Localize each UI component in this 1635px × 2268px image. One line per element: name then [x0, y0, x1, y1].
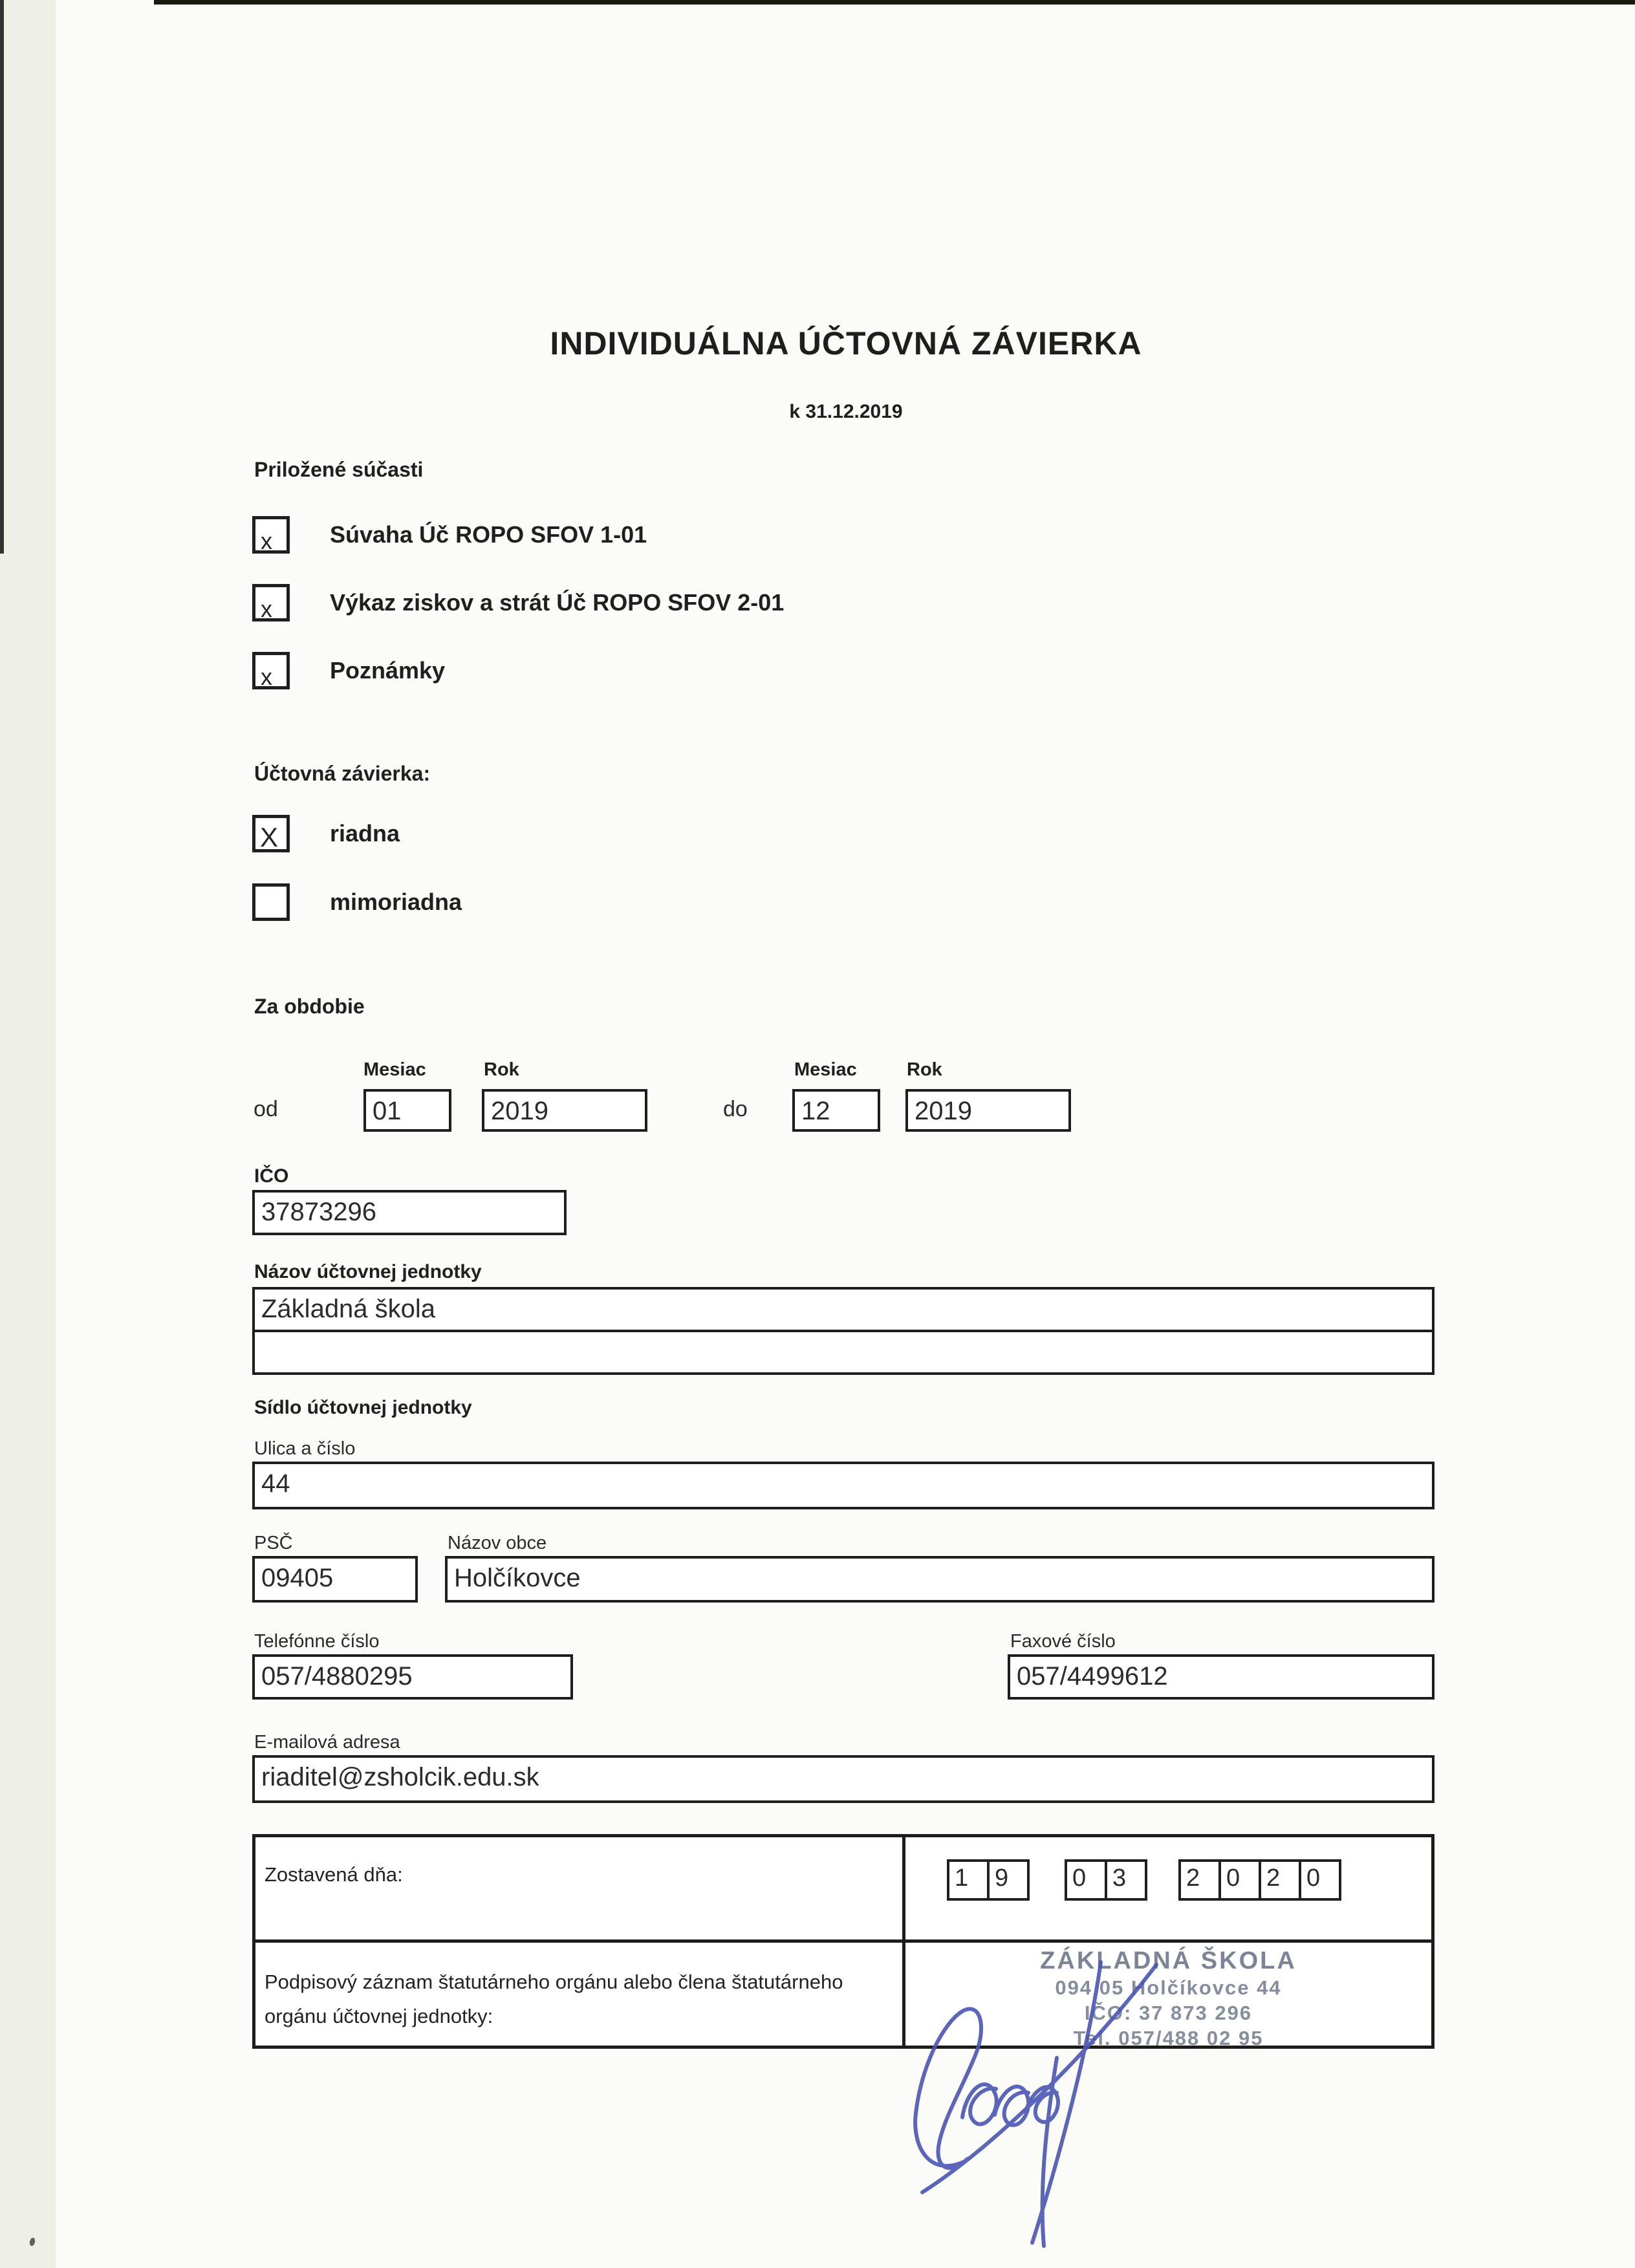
attachment-label: Výkaz ziskov a strát Úč ROPO SFOV 2-01: [330, 589, 785, 616]
street-label: Ulica a číslo: [254, 1438, 356, 1459]
checkbox-mark: x: [261, 596, 272, 622]
signature-ink: [903, 1900, 1162, 2256]
phone-value: 057/4880295: [261, 1662, 413, 1690]
zip-value: 09405: [261, 1564, 334, 1592]
email-label: E-mailová adresa: [254, 1732, 400, 1753]
email-value: riaditel@zsholcik.edu.sk: [261, 1763, 539, 1791]
date-day-group: [947, 1859, 1030, 1901]
to-month-field: [792, 1089, 880, 1132]
fax-label: Faxové číslo: [1010, 1631, 1116, 1652]
signature-table: [252, 1834, 1435, 2049]
from-month-field: [363, 1089, 451, 1132]
date-year-group: [1178, 1859, 1341, 1901]
month-label-to: Mesiac: [794, 1059, 857, 1080]
attachment-row-suvaha: [252, 516, 647, 554]
seat-heading: Sídlo účtovnej jednotky: [254, 1397, 472, 1418]
signatory-cell: [255, 1939, 902, 2046]
closing-option-label: mimoriadna: [330, 889, 462, 915]
checkbox-mark: x: [261, 664, 272, 690]
date-digit: 3: [1105, 1859, 1147, 1901]
scanner-background-strip: [0, 0, 56, 2268]
date-digit: 1: [947, 1859, 990, 1901]
town-label: Názov obce: [448, 1533, 547, 1553]
checkbox-mimoriadna: [252, 883, 290, 921]
date-digit: 0: [1299, 1859, 1341, 1901]
zip-label: PSČ: [254, 1533, 293, 1553]
attachment-row-vykaz: [252, 584, 784, 621]
attachments-heading: Priložené súčasti: [254, 458, 424, 481]
to-year-value: 2019: [915, 1097, 972, 1125]
form-subtitle: k 31.12.2019: [789, 401, 903, 422]
phone-label: Telefónne číslo: [254, 1631, 380, 1652]
email-field: [252, 1755, 1435, 1803]
zip-field: [252, 1556, 418, 1603]
date-digit: 2: [1259, 1859, 1301, 1901]
entity-name-line1: [255, 1290, 1432, 1332]
attachment-row-poznamky: [252, 652, 445, 689]
closing-row-mimoriadna: [252, 883, 462, 921]
closing-option-label: riadna: [330, 820, 400, 847]
stamp-line-2: 094 05 Holčíkovce 44: [1055, 1976, 1282, 1999]
entity-name-field: [252, 1287, 1435, 1375]
stamp-line-1: ZÁKLADNÁ ŠKOLA: [1040, 1947, 1297, 1974]
ico-value: 37873296: [261, 1198, 376, 1226]
stamp-line-4: Tel. 057/488 02 95: [1073, 2027, 1264, 2049]
compiled-date-cell: [255, 1837, 902, 1939]
from-year-field: [482, 1089, 647, 1132]
ico-field: [252, 1190, 567, 1235]
fax-field: [1008, 1654, 1435, 1700]
town-value: Holčíkovce: [454, 1564, 581, 1592]
form-title: INDIVIDUÁLNA ÚČTOVNÁ ZÁVIERKA: [550, 325, 1142, 362]
checkbox-mark: X: [260, 822, 279, 852]
checkbox-mark: x: [261, 528, 272, 554]
period-from-label: od: [254, 1097, 278, 1121]
closing-type-heading: Účtovná závierka:: [254, 762, 431, 785]
from-month-value: 01: [373, 1097, 402, 1125]
attachment-label: Poznámky: [330, 657, 446, 684]
signatory-label: Podpisový záznam štatutárneho orgánu alebo člena štatutárneho orgánu účtovnej jednotky:: [265, 1971, 843, 2027]
scan-left-edge-line: [0, 0, 4, 554]
checkbox-poznamky: [252, 652, 290, 689]
fax-value: 057/4499612: [1017, 1662, 1168, 1690]
entity-name-value: Základná škola: [261, 1295, 436, 1323]
date-digit: 9: [987, 1859, 1030, 1901]
scan-top-edge-line: [154, 0, 1635, 5]
checkbox-suvaha: [252, 516, 290, 554]
period-to-label: do: [723, 1097, 748, 1121]
phone-field: [252, 1654, 573, 1700]
checkbox-riadna: [252, 815, 290, 852]
street-value: 44: [261, 1469, 290, 1498]
period-heading: Za obdobie: [254, 995, 365, 1018]
stamp-line-3: IČO: 37 873 296: [1084, 2002, 1253, 2024]
date-month-group: [1065, 1859, 1147, 1901]
to-month-value: 12: [801, 1097, 830, 1125]
date-digit: 0: [1065, 1859, 1107, 1901]
checkbox-vykaz: [252, 584, 290, 621]
compiled-date-label: Zostavená dňa:: [265, 1863, 403, 1886]
attachment-label: Súvaha Úč ROPO SFOV 1-01: [330, 521, 647, 548]
entity-name-line2: [255, 1332, 1432, 1372]
month-label-from: Mesiac: [363, 1059, 426, 1080]
date-digit: 0: [1218, 1859, 1261, 1901]
to-year-field: [905, 1089, 1071, 1132]
street-field: [252, 1462, 1435, 1509]
date-digit: 2: [1178, 1859, 1221, 1901]
year-label-from: Rok: [484, 1059, 519, 1080]
year-label-to: Rok: [907, 1059, 942, 1080]
from-year-value: 2019: [491, 1097, 548, 1125]
ico-label: IČO: [254, 1165, 289, 1187]
entity-name-label: Názov účtovnej jednotky: [254, 1261, 482, 1282]
town-field: [445, 1556, 1435, 1603]
closing-row-riadna: [252, 815, 400, 852]
